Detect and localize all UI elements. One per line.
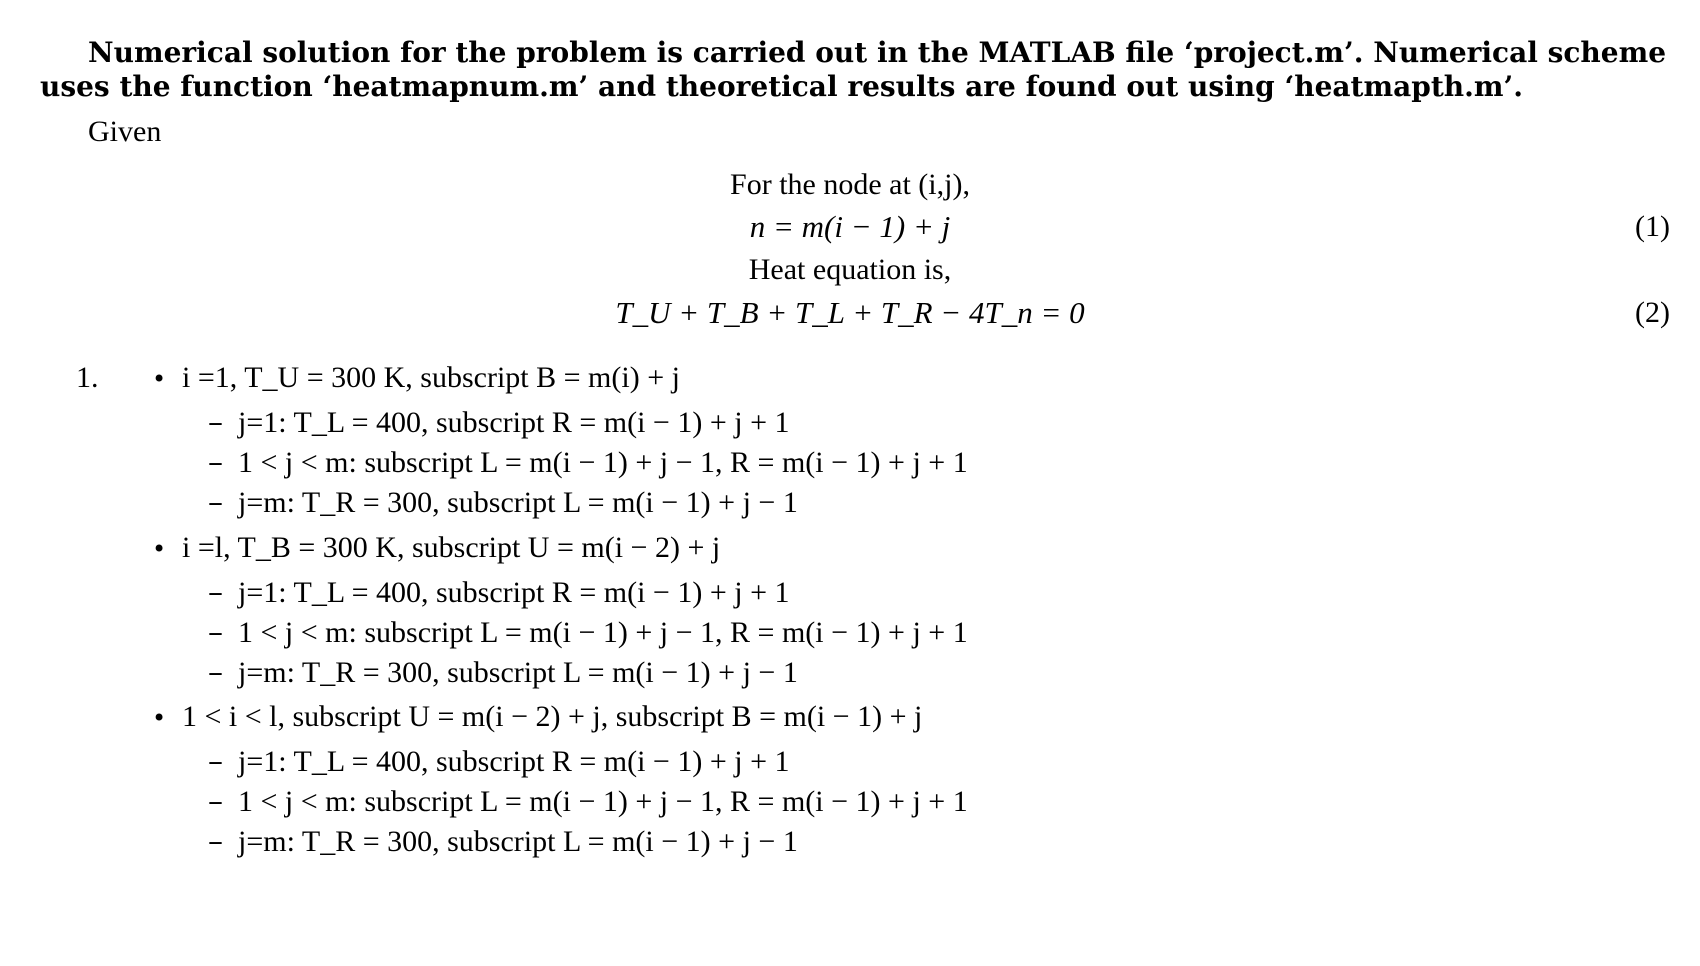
sub-item-j-middle: 1 < j < m: subscript L = m(i − 1) + j − 1, R = m(i − 1) + j + 1 [238,785,968,818]
equation-2-text: T_U + T_B + T_L + T_R − 4T_n = 0 [615,295,1085,330]
equation-2 [0,294,1700,332]
intro-line-1-text: Numerical solution for the problem is carried out in the MATLAB file ‘project.m’. Numerical scheme [88,36,1667,69]
equation-1 [0,208,1700,246]
bullet-glyph: • [152,365,167,393]
sub-item-j-m: j=m: T_R = 300, subscript L = m(i − 1) + j − 1 [238,825,798,858]
bullet-i-interior: 1 < i < l, subscript U = m(i − 2) + j, subscript B = m(i − 1) + j [182,700,923,733]
sub-item-j-middle: 1 < j < m: subscript L = m(i − 1) + j − 1, R = m(i − 1) + j + 1 [238,446,968,479]
intro-paragraph-line-1 [40,34,1680,72]
enumeration-label: 1. [76,361,99,394]
heat-caption: Heat equation is, [748,253,952,286]
intro-line-2-text: uses the function ‘heatmapnum.m’ and theoretical results are found out using ‘heatmapth.m’. [40,70,1523,103]
equation-2-number: (2) [1635,296,1670,329]
sub-item-j-m: j=m: T_R = 300, subscript L = m(i − 1) + j − 1 [238,656,798,689]
dash-glyph: – [208,615,223,650]
bullet-i-equals-1: i =1, T_U = 300 K, subscript B = m(i) + j [182,361,680,394]
sub-item-j-m: j=m: T_R = 300, subscript L = m(i − 1) + j − 1 [238,486,798,519]
dash-glyph: – [208,824,223,859]
dash-glyph: – [208,575,223,610]
bullet-glyph: • [152,535,167,563]
equation-1-text: n = m(i − 1) + j [749,209,951,244]
equation-1-number: (1) [1635,210,1670,243]
sub-item-j-1: j=1: T_L = 400, subscript R = m(i − 1) + j + 1 [238,406,790,439]
dash-glyph: – [208,405,223,440]
dash-glyph: – [208,485,223,520]
intro-paragraph-line-2 [40,68,1680,106]
dash-glyph: – [208,445,223,480]
dash-glyph: – [208,744,223,779]
sub-item-j-middle: 1 < j < m: subscript L = m(i − 1) + j − 1, R = m(i − 1) + j + 1 [238,616,968,649]
given-label: Given [88,115,162,148]
sub-item-j-1: j=1: T_L = 400, subscript R = m(i − 1) + j + 1 [238,745,790,778]
node-caption: For the node at (i,j), [730,168,970,201]
bullet-i-equals-l: i =l, T_B = 300 K, subscript U = m(i − 2) + j [182,531,721,564]
bullet-glyph: • [152,704,167,732]
sub-item-j-1: j=1: T_L = 400, subscript R = m(i − 1) + j + 1 [238,576,790,609]
dash-glyph: – [208,655,223,690]
dash-glyph: – [208,784,223,819]
